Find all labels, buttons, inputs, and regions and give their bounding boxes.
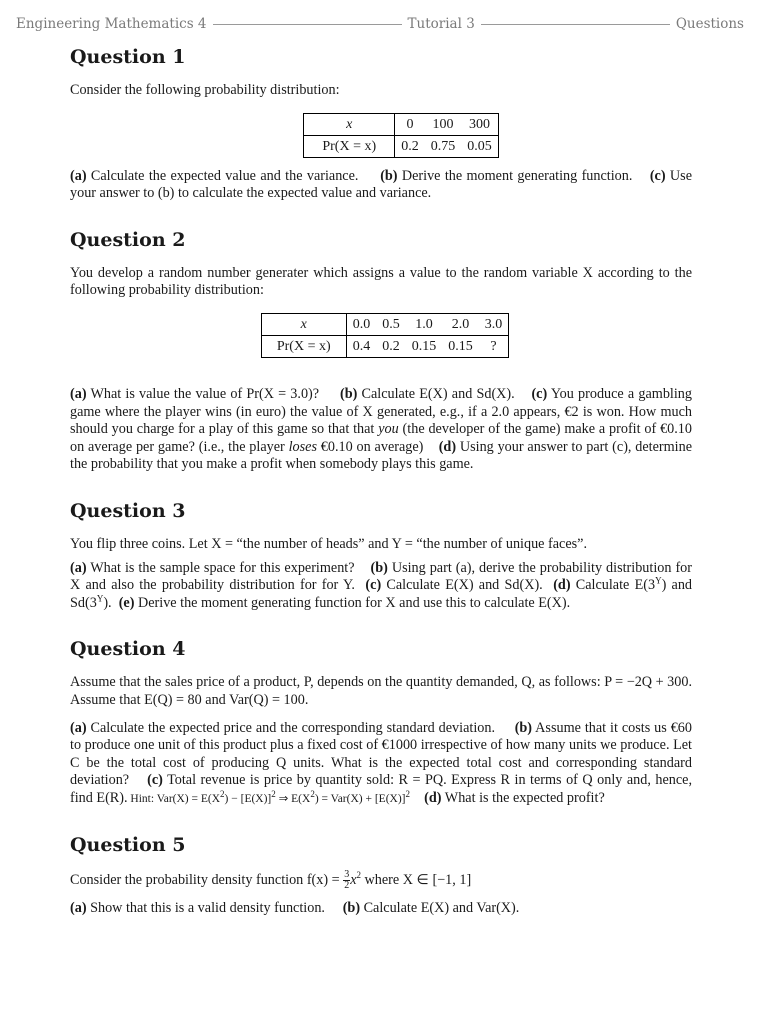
header-rule-left: [213, 24, 402, 25]
part-label: (c): [531, 385, 548, 402]
part-text: €0.10 on average): [316, 438, 424, 455]
part-text: Using your answer to part (c), determine the probability that you make a profit when somebody plays this game.: [70, 438, 693, 473]
part-text: Derive the moment generating function for X and use this to calculate E(X).: [134, 594, 571, 611]
part-text: Total revenue is price by quantity sold: R = PQ. Express R in terms of Q only and, hence, find E(R).: [70, 772, 693, 806]
part-text-emphasis: loses: [288, 438, 317, 455]
hint-text: ⇒ E(X: [275, 792, 311, 805]
part-text: Show that this is a valid density function.: [86, 900, 325, 917]
part-label: (c): [649, 167, 666, 184]
tutorial-title: Tutorial 3: [407, 16, 475, 32]
part-text: Use your answer to (b) to calculate the expected value and variance.: [70, 167, 692, 202]
part-text: What is the sample space for this experiment?: [86, 559, 355, 576]
part-text: What is value the value of Pr(X = 3.0)?: [86, 385, 320, 402]
part-text: (the developer of the game) make a profit of €0.10 on average per game? (i.e., the player: [70, 421, 692, 455]
superscript: 2: [310, 789, 315, 800]
page-header: [16, 15, 744, 33]
question-2-table-wrap: [70, 313, 692, 358]
part-label: (c): [365, 577, 382, 594]
section-title: Questions: [675, 16, 744, 32]
question-1-title: Question 1: [70, 46, 186, 68]
question-4-parts: [70, 720, 692, 809]
hint-text: Hint: Var(X) = E(X: [127, 792, 221, 805]
part-label: (a): [70, 167, 87, 184]
table-row: [261, 335, 509, 357]
probability-value: 0.15: [411, 338, 437, 354]
question-3-parts: [70, 560, 692, 613]
probability-value: 0.4: [352, 338, 371, 354]
part-label: (a): [70, 719, 87, 736]
x-value: 0.5: [376, 313, 406, 335]
document-body: [70, 44, 692, 918]
table-row: [304, 113, 499, 135]
part-text: Derive the moment generating function.: [397, 167, 633, 184]
part-text: ).: [103, 594, 112, 611]
probability-value: 0.05: [467, 138, 492, 154]
question-1-parts: [70, 168, 692, 203]
fraction-numerator: 3: [344, 869, 350, 881]
part-label: (b): [342, 900, 361, 917]
part-text-emphasis: you: [378, 421, 399, 438]
hint: [127, 789, 410, 805]
probability-value: 0.2: [401, 138, 419, 154]
superscript: Y: [96, 592, 104, 603]
part-label: (b): [339, 385, 358, 402]
header-rule-right: [481, 24, 670, 25]
part-text: You produce a gambling game where the player wins (in euro) the value of X generated, e.g., if a 2.0 appears, €2 is won. How much should you charge for a play of this game so that that: [70, 385, 692, 438]
intro-text: where X ∈ [−1, 1]: [361, 872, 472, 889]
part-text: Assume that it costs us €60 to produce one unit of this product plus a fixed cost of €1000 irrespective of how many units we produce. Let C be the total cost of producing Q units. What is the expected total cost and corresponding standard deviation?: [70, 719, 692, 789]
part-label: (c): [147, 772, 163, 789]
part-label: (e): [118, 594, 135, 611]
x-value: 2.0: [442, 313, 479, 335]
part-text: Using part (a), derive the probability distribution for X and also the probability distribution for for Y.: [70, 559, 692, 594]
x-value: 100: [425, 113, 462, 135]
superscript: 2: [220, 789, 225, 800]
question-4-title: Question 4: [70, 638, 186, 661]
table-row: [261, 313, 509, 335]
part-label: (b): [370, 559, 388, 576]
part-text: Calculate E(X) and Sd(X).: [357, 385, 515, 402]
superscript: 2: [356, 870, 361, 881]
question-1-distribution-table: [303, 113, 499, 158]
question-1-table-wrap: [70, 113, 692, 158]
question-5-parts: [70, 900, 692, 918]
part-label: (d): [438, 438, 457, 455]
part-label: (a): [70, 900, 87, 917]
part-text: What is the expected profit?: [441, 789, 605, 806]
x-value: 0: [395, 113, 425, 135]
x-value: 1.0: [406, 313, 443, 335]
question-2-parts: [70, 386, 692, 474]
probability-header: Pr(X = x): [304, 135, 395, 157]
hint-text: ) = Var(X) + [E(X)]: [314, 792, 406, 805]
fraction-denominator: 2: [344, 880, 350, 892]
part-label: (d): [553, 577, 571, 594]
question-4-intro: Assume that the sales price of a product, P, depends on the quantity demanded, Q, as follows: P = −2Q + 300. Assume that E(Q) = 80 and Var(Q) = 100.: [70, 674, 692, 708]
intro-text: x: [350, 872, 357, 889]
question-2-intro: You develop a random number generater which assigns a value to the random variable X according to the following probability distribution:: [70, 264, 692, 299]
course-title: Engineering Mathematics 4: [16, 16, 207, 32]
superscript: Y: [655, 575, 662, 586]
x-header: x: [304, 113, 395, 135]
part-label: (a): [70, 559, 87, 576]
probability-value: 0.15: [448, 338, 473, 354]
question-3-title: Question 3: [70, 499, 186, 522]
question-2-distribution-table: [261, 313, 510, 358]
probability-value: 0.2: [382, 338, 400, 354]
question-5-title: Question 5: [70, 834, 186, 857]
probability-value: 0.75: [430, 138, 456, 154]
x-value: 300: [461, 113, 498, 135]
part-text: Calculate E(X) and Sd(X).: [381, 577, 543, 594]
question-3-intro: You flip three coins. Let X = “the number of heads” and Y = “the number of unique faces”.: [70, 535, 588, 552]
x-value: 3.0: [479, 313, 509, 335]
table-row: [304, 135, 499, 157]
superscript: 2: [405, 789, 410, 800]
intro-text: Consider the probability density function f(x) =: [70, 872, 344, 889]
superscript: 2: [271, 789, 276, 800]
part-text: Calculate the expected value and the variance.: [86, 167, 359, 184]
part-text: Calculate E(X) and Var(X).: [360, 900, 520, 917]
probability-value: ?: [490, 338, 497, 354]
part-text: Calculate E(3: [570, 577, 656, 594]
part-label: (a): [70, 385, 87, 402]
part-label: (d): [424, 789, 442, 806]
x-value: 0.0: [346, 313, 376, 335]
x-header: x: [261, 313, 346, 335]
question-2-title: Question 2: [70, 228, 186, 251]
question-1-intro: Consider the following probability distribution:: [70, 82, 340, 98]
part-text: ) and Sd(3: [70, 577, 693, 611]
part-label: (b): [514, 719, 533, 736]
part-text: Calculate the expected price and the corresponding standard deviation.: [86, 719, 496, 736]
probability-header: Pr(X = x): [261, 335, 346, 357]
hint-text: ) − [E(X)]: [224, 792, 272, 805]
part-label: (b): [380, 167, 398, 184]
question-5-intro: [70, 870, 692, 891]
